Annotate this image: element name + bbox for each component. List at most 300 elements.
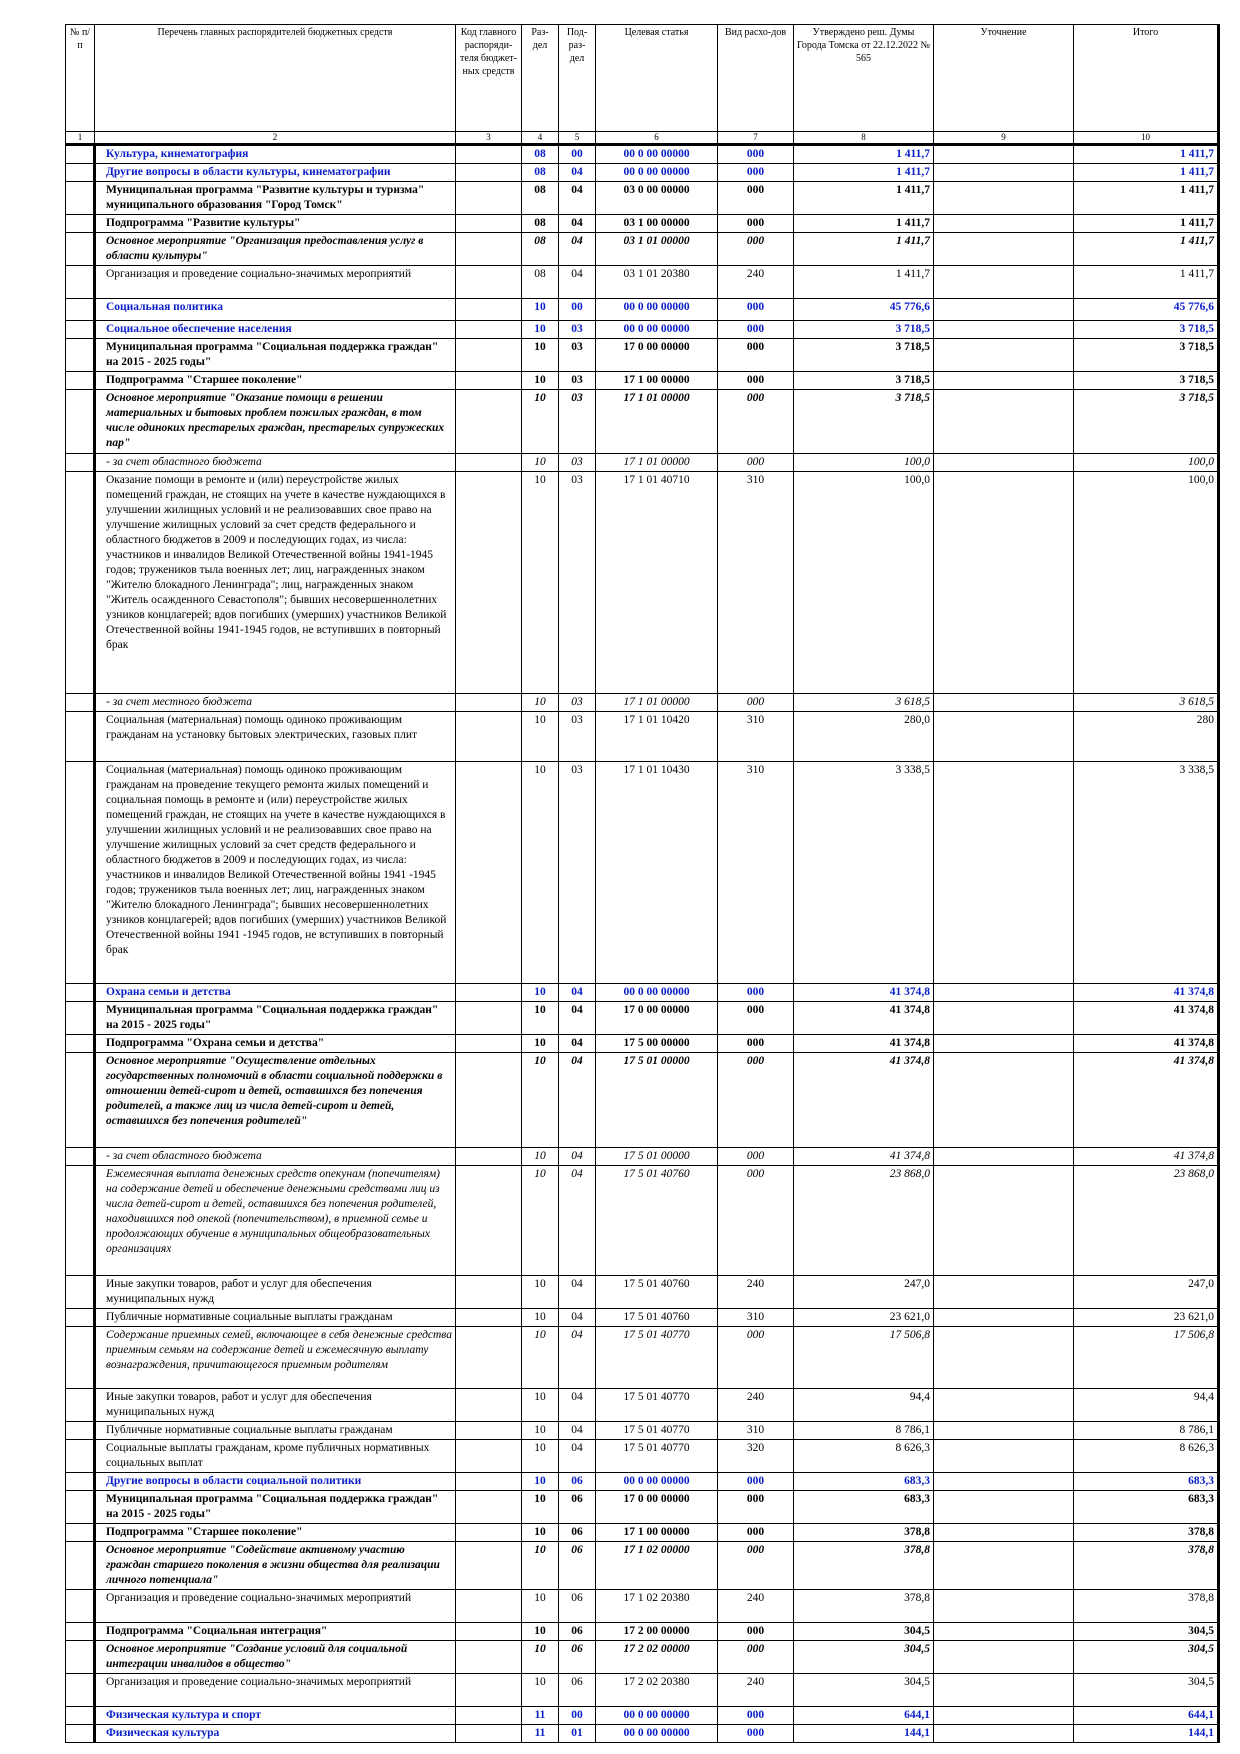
cell-num [66, 1002, 95, 1035]
cell-target: 17 5 00 00000 [596, 1035, 718, 1053]
table-row [66, 694, 1219, 712]
cell-grbs [456, 1440, 522, 1473]
cell-num [66, 1276, 95, 1309]
cell-section: 10 [522, 1422, 559, 1440]
table-row [66, 182, 1219, 215]
table-row [66, 1623, 1219, 1641]
cell-approved: 683,3 [794, 1491, 934, 1524]
cell-section: 10 [522, 1276, 559, 1309]
cell-grbs [456, 1674, 522, 1707]
cell-section: 10 [522, 1053, 559, 1148]
header-cell-section: Раз-дел [522, 25, 559, 132]
cell-name: Подпрограмма "Старшее поколение" [95, 372, 456, 390]
cell-adjustment [934, 1053, 1074, 1148]
cell-subsection: 03 [559, 454, 596, 472]
table-row [66, 1473, 1219, 1491]
cell-num [66, 339, 95, 372]
cell-name: Социальная (материальная) помощь одиноко проживающим гражданам на установку бытовых электрических, газовых плит [95, 712, 456, 762]
cell-subsection: 03 [559, 372, 596, 390]
cell-section: 10 [522, 984, 559, 1002]
cell-total: 23 868,0 [1074, 1166, 1219, 1276]
header-cell-target: Целевая статья [596, 25, 718, 132]
cell-subsection: 01 [559, 1725, 596, 1743]
cell-expense-type: 310 [718, 1422, 794, 1440]
cell-adjustment [934, 182, 1074, 215]
cell-name: Подпрограмма "Старшее поколение" [95, 1524, 456, 1542]
cell-section: 11 [522, 1725, 559, 1743]
cell-subsection: 04 [559, 1309, 596, 1327]
cell-section: 10 [522, 694, 559, 712]
cell-approved: 23 621,0 [794, 1309, 934, 1327]
cell-target: 17 5 01 40770 [596, 1422, 718, 1440]
cell-subsection: 06 [559, 1674, 596, 1707]
cell-section: 10 [522, 1542, 559, 1590]
cell-target: 00 0 00 00000 [596, 299, 718, 321]
cell-grbs [456, 1422, 522, 1440]
cell-target: 17 2 02 20380 [596, 1674, 718, 1707]
cell-approved: 304,5 [794, 1623, 934, 1641]
cell-section: 08 [522, 164, 559, 182]
cell-adjustment [934, 472, 1074, 694]
cell-grbs [456, 454, 522, 472]
cell-adjustment [934, 1276, 1074, 1309]
cell-adjustment [934, 1309, 1074, 1327]
cell-name: Оказание помощи в ремонте и (или) переустройстве жилых помещений граждан, не стоящих на учете в качестве нуждающихся в улучшении жилищных условий и не реализовавших свое право на улучшение жилищных условий за счет средств федерального и областного бюджетов в 2009 и последующих годах, из числа: участников и инвалидов Великой Отечественной войны 1941-1945 годов; тружеников тыла военных лет; лиц, награжденных знаком "Жителю блокадного Ленинграда"; лиц, награжденных знаком "Житель осажденного Севастополя"; бывших несовершеннолетних узников концлагерей; вдов погибших (умерших) участников Великой Отечественной войны 1941-1945 годов, не вступивших в повторный брак [95, 472, 456, 694]
cell-expense-type: 000 [718, 339, 794, 372]
header-cell-adjustment: Уточнение [934, 25, 1074, 132]
table-row [66, 1276, 1219, 1309]
cell-adjustment [934, 215, 1074, 233]
cell-grbs [456, 984, 522, 1002]
cell-target: 17 1 01 00000 [596, 454, 718, 472]
cell-section: 10 [522, 472, 559, 694]
cell-name: Социальная (материальная) помощь одиноко проживающим гражданам на проведение текущего ремонта жилых помещений и социальная помощь в ремонте и (или) переустройстве жилых помещений граждан, не стоящих на учете в качестве нуждающихся в улучшении жилищных условий и не реализовавших свое право на улучшение жилищных условий за счет средств федерального и областного бюджетов в 2009 и последующих годах, из числа: участников и инвалидов Великой Отечественной войны 1941 -1945 годов; тружеников тыла военных лет; лиц, награжденных знаком "Жителю блокадного Ленинграда"; бывших несовершеннолетних узников концлагерей; вдов погибших (умерших) участников Великой Отечественной войны 1941 -1945 годов, не вступивших в повторный брак [95, 762, 456, 984]
cell-grbs [456, 1641, 522, 1674]
header-cell-approved: Утверждено реш. Думы Города Томска от 22.12.2022 № 565 [794, 25, 934, 132]
cell-name: Подпрограмма "Охрана семьи и детства" [95, 1035, 456, 1053]
cell-target: 17 1 00 00000 [596, 372, 718, 390]
cell-num [66, 1725, 95, 1743]
column-number: 7 [718, 132, 794, 145]
cell-subsection: 04 [559, 1053, 596, 1148]
cell-section: 08 [522, 215, 559, 233]
column-number: 6 [596, 132, 718, 145]
cell-expense-type: 000 [718, 1542, 794, 1590]
column-number: 8 [794, 132, 934, 145]
cell-section: 08 [522, 145, 559, 164]
cell-grbs [456, 339, 522, 372]
column-number: 5 [559, 132, 596, 145]
cell-approved: 378,8 [794, 1524, 934, 1542]
cell-approved: 41 374,8 [794, 1035, 934, 1053]
table-row [66, 1327, 1219, 1389]
cell-approved: 23 868,0 [794, 1166, 934, 1276]
cell-approved: 41 374,8 [794, 1002, 934, 1035]
table-row [66, 1590, 1219, 1623]
cell-target: 00 0 00 00000 [596, 1725, 718, 1743]
cell-adjustment [934, 372, 1074, 390]
cell-adjustment [934, 1707, 1074, 1725]
cell-name: Подпрограмма "Социальная интеграция" [95, 1623, 456, 1641]
cell-num [66, 1491, 95, 1524]
table-row [66, 1641, 1219, 1674]
cell-grbs [456, 1473, 522, 1491]
cell-num [66, 1148, 95, 1166]
cell-target: 17 5 01 40770 [596, 1440, 718, 1473]
header-cell-grbs: Код главного распоряди-теля бюджет-ных средств [456, 25, 522, 132]
cell-expense-type: 000 [718, 1035, 794, 1053]
cell-subsection: 04 [559, 1276, 596, 1309]
table-row [66, 1148, 1219, 1166]
cell-num [66, 712, 95, 762]
table-row [66, 266, 1219, 299]
cell-adjustment [934, 1491, 1074, 1524]
cell-approved: 1 411,7 [794, 215, 934, 233]
cell-name: Иные закупки товаров, работ и услуг для обеспечения муниципальных нужд [95, 1276, 456, 1309]
cell-target: 17 2 02 00000 [596, 1641, 718, 1674]
cell-target: 17 1 01 40710 [596, 472, 718, 694]
cell-target: 17 1 01 10430 [596, 762, 718, 984]
cell-num [66, 1035, 95, 1053]
cell-section: 08 [522, 233, 559, 266]
cell-approved: 1 411,7 [794, 164, 934, 182]
cell-name: Муниципальная программа "Социальная поддержка граждан" на 2015 - 2025 годы" [95, 339, 456, 372]
cell-adjustment [934, 1623, 1074, 1641]
cell-total: 3 718,5 [1074, 339, 1219, 372]
cell-adjustment [934, 1473, 1074, 1491]
header-cell-expense-type: Вид расхо-дов [718, 25, 794, 132]
cell-total: 378,8 [1074, 1524, 1219, 1542]
cell-section: 10 [522, 712, 559, 762]
cell-target: 17 0 00 00000 [596, 339, 718, 372]
cell-approved: 378,8 [794, 1542, 934, 1590]
cell-approved: 144,1 [794, 1725, 934, 1743]
cell-section: 08 [522, 182, 559, 215]
column-number: 2 [95, 132, 456, 145]
cell-num [66, 1440, 95, 1473]
cell-approved: 1 411,7 [794, 182, 934, 215]
cell-subsection: 03 [559, 712, 596, 762]
cell-num [66, 266, 95, 299]
cell-grbs [456, 712, 522, 762]
cell-subsection: 03 [559, 694, 596, 712]
cell-section: 10 [522, 1035, 559, 1053]
column-number: 4 [522, 132, 559, 145]
cell-total: 683,3 [1074, 1473, 1219, 1491]
cell-num [66, 1309, 95, 1327]
cell-total: 8 786,1 [1074, 1422, 1219, 1440]
cell-name: Организация и проведение социально-значимых мероприятий [95, 266, 456, 299]
cell-target: 03 1 00 00000 [596, 215, 718, 233]
cell-total: 644,1 [1074, 1707, 1219, 1725]
cell-adjustment [934, 1725, 1074, 1743]
cell-num [66, 182, 95, 215]
cell-total: 100,0 [1074, 454, 1219, 472]
cell-num [66, 1327, 95, 1389]
cell-target: 17 1 01 00000 [596, 390, 718, 454]
cell-num [66, 164, 95, 182]
cell-grbs [456, 372, 522, 390]
cell-total: 41 374,8 [1074, 984, 1219, 1002]
cell-target: 17 1 00 00000 [596, 1524, 718, 1542]
cell-name: Организация и проведение социально-значимых мероприятий [95, 1674, 456, 1707]
cell-name: Социальные выплаты гражданам, кроме публичных нормативных социальных выплат [95, 1440, 456, 1473]
cell-target: 17 1 02 00000 [596, 1542, 718, 1590]
cell-approved: 1 411,7 [794, 233, 934, 266]
cell-grbs [456, 1389, 522, 1422]
cell-name: - за счет местного бюджета [95, 694, 456, 712]
cell-adjustment [934, 266, 1074, 299]
cell-adjustment [934, 1389, 1074, 1422]
cell-name: Основное мероприятие "Создание условий для социальной интеграции инвалидов в общество" [95, 1641, 456, 1674]
cell-expense-type: 000 [718, 1725, 794, 1743]
cell-subsection: 00 [559, 1707, 596, 1725]
cell-total: 378,8 [1074, 1542, 1219, 1590]
header-cell-name: Перечень главных распорядителей бюджетных средств [95, 25, 456, 132]
cell-grbs [456, 164, 522, 182]
cell-expense-type: 240 [718, 266, 794, 299]
cell-subsection: 06 [559, 1641, 596, 1674]
cell-adjustment [934, 1327, 1074, 1389]
cell-total: 247,0 [1074, 1276, 1219, 1309]
cell-target: 17 1 01 00000 [596, 694, 718, 712]
cell-subsection: 03 [559, 762, 596, 984]
cell-target: 17 0 00 00000 [596, 1002, 718, 1035]
cell-adjustment [934, 164, 1074, 182]
table-row [66, 1422, 1219, 1440]
table-row [66, 299, 1219, 321]
cell-expense-type: 000 [718, 1327, 794, 1389]
column-number: 9 [934, 132, 1074, 145]
cell-total: 41 374,8 [1074, 1148, 1219, 1166]
table-row [66, 1389, 1219, 1422]
cell-target: 17 5 01 00000 [596, 1148, 718, 1166]
cell-section: 08 [522, 266, 559, 299]
cell-name: Муниципальная программа "Развитие культуры и туризма" муниципального образования "Город Томск" [95, 182, 456, 215]
cell-num [66, 762, 95, 984]
cell-grbs [456, 1725, 522, 1743]
cell-expense-type: 320 [718, 1440, 794, 1473]
cell-approved: 100,0 [794, 454, 934, 472]
cell-total: 3 718,5 [1074, 321, 1219, 339]
cell-name: Основное мероприятие "Содействие активному участию граждан старшего поколения в жизни общества для реализации личного потенциала" [95, 1542, 456, 1590]
cell-expense-type: 240 [718, 1590, 794, 1623]
cell-subsection: 06 [559, 1623, 596, 1641]
cell-adjustment [934, 339, 1074, 372]
table-row [66, 1491, 1219, 1524]
cell-expense-type: 000 [718, 1473, 794, 1491]
cell-num [66, 390, 95, 454]
cell-subsection: 04 [559, 1422, 596, 1440]
table-row [66, 372, 1219, 390]
cell-num [66, 984, 95, 1002]
cell-approved: 8 786,1 [794, 1422, 934, 1440]
cell-grbs [456, 233, 522, 266]
cell-name: Физическая культура и спорт [95, 1707, 456, 1725]
cell-num [66, 694, 95, 712]
cell-subsection: 04 [559, 1389, 596, 1422]
cell-section: 10 [522, 1002, 559, 1035]
cell-grbs [456, 762, 522, 984]
cell-total: 41 374,8 [1074, 1002, 1219, 1035]
cell-name: Основное мероприятие "Оказание помощи в решении материальных и бытовых проблем пожилых граждан, в том числе одиноких престарелых граждан, престарелых супружеских пар" [95, 390, 456, 454]
cell-adjustment [934, 1002, 1074, 1035]
cell-section: 10 [522, 339, 559, 372]
cell-grbs [456, 1053, 522, 1148]
cell-section: 10 [522, 1524, 559, 1542]
cell-grbs [456, 472, 522, 694]
cell-total: 41 374,8 [1074, 1053, 1219, 1148]
cell-target: 00 0 00 00000 [596, 145, 718, 164]
table-row [66, 1053, 1219, 1148]
cell-name: Муниципальная программа "Социальная поддержка граждан" на 2015 - 2025 годы" [95, 1491, 456, 1524]
cell-num [66, 1641, 95, 1674]
budget-table [65, 24, 1220, 1743]
cell-total: 3 718,5 [1074, 390, 1219, 454]
cell-approved: 45 776,6 [794, 299, 934, 321]
cell-name: Социальная политика [95, 299, 456, 321]
cell-section: 10 [522, 321, 559, 339]
column-number-row [66, 132, 1219, 145]
cell-num [66, 233, 95, 266]
cell-section: 10 [522, 1309, 559, 1327]
table-row [66, 1440, 1219, 1473]
cell-adjustment [934, 454, 1074, 472]
cell-subsection: 03 [559, 321, 596, 339]
cell-total: 94,4 [1074, 1389, 1219, 1422]
cell-adjustment [934, 321, 1074, 339]
table-row [66, 339, 1219, 372]
cell-section: 10 [522, 372, 559, 390]
cell-grbs [456, 1148, 522, 1166]
cell-subsection: 06 [559, 1542, 596, 1590]
cell-target: 17 1 01 10420 [596, 712, 718, 762]
cell-target: 17 2 00 00000 [596, 1623, 718, 1641]
table-row [66, 762, 1219, 984]
column-number: 10 [1074, 132, 1219, 145]
cell-subsection: 04 [559, 215, 596, 233]
cell-target: 17 0 00 00000 [596, 1491, 718, 1524]
cell-expense-type: 000 [718, 372, 794, 390]
cell-total: 17 506,8 [1074, 1327, 1219, 1389]
cell-approved: 41 374,8 [794, 1148, 934, 1166]
cell-total: 1 411,7 [1074, 215, 1219, 233]
cell-section: 10 [522, 299, 559, 321]
cell-target: 17 5 01 40760 [596, 1166, 718, 1276]
cell-name: Другие вопросы в области социальной политики [95, 1473, 456, 1491]
cell-approved: 3 718,5 [794, 390, 934, 454]
table-row [66, 1166, 1219, 1276]
cell-expense-type: 000 [718, 1053, 794, 1148]
cell-adjustment [934, 145, 1074, 164]
cell-expense-type: 310 [718, 1309, 794, 1327]
cell-num [66, 1542, 95, 1590]
cell-grbs [456, 215, 522, 233]
cell-num [66, 472, 95, 694]
cell-adjustment [934, 299, 1074, 321]
cell-grbs [456, 1309, 522, 1327]
cell-grbs [456, 1590, 522, 1623]
cell-expense-type: 000 [718, 984, 794, 1002]
cell-expense-type: 000 [718, 321, 794, 339]
cell-adjustment [934, 1148, 1074, 1166]
cell-name: Охрана семьи и детства [95, 984, 456, 1002]
cell-adjustment [934, 1166, 1074, 1276]
cell-total: 304,5 [1074, 1641, 1219, 1674]
cell-total: 8 626,3 [1074, 1440, 1219, 1473]
cell-grbs [456, 1491, 522, 1524]
cell-total: 378,8 [1074, 1590, 1219, 1623]
cell-num [66, 1623, 95, 1641]
cell-total: 1 411,7 [1074, 233, 1219, 266]
cell-approved: 3 338,5 [794, 762, 934, 984]
cell-total: 23 621,0 [1074, 1309, 1219, 1327]
table-row [66, 1524, 1219, 1542]
cell-expense-type: 000 [718, 1524, 794, 1542]
table-row [66, 1542, 1219, 1590]
cell-total: 304,5 [1074, 1674, 1219, 1707]
cell-adjustment [934, 984, 1074, 1002]
cell-adjustment [934, 1674, 1074, 1707]
cell-section: 10 [522, 1389, 559, 1422]
cell-subsection: 00 [559, 145, 596, 164]
table-row [66, 1725, 1219, 1743]
cell-name: - за счет областного бюджета [95, 454, 456, 472]
column-number: 3 [456, 132, 522, 145]
cell-name: Публичные нормативные социальные выплаты гражданам [95, 1309, 456, 1327]
column-number: 1 [66, 132, 95, 145]
cell-target: 17 1 02 20380 [596, 1590, 718, 1623]
cell-num [66, 1590, 95, 1623]
cell-adjustment [934, 1641, 1074, 1674]
cell-section: 10 [522, 1641, 559, 1674]
cell-num [66, 1707, 95, 1725]
cell-subsection: 06 [559, 1524, 596, 1542]
header-cell-num: № п/п [66, 25, 95, 132]
cell-name: Организация и проведение социально-значимых мероприятий [95, 1590, 456, 1623]
table-row [66, 390, 1219, 454]
cell-approved: 378,8 [794, 1590, 934, 1623]
cell-approved: 100,0 [794, 472, 934, 694]
cell-subsection: 04 [559, 233, 596, 266]
cell-target: 03 1 01 00000 [596, 233, 718, 266]
cell-grbs [456, 1002, 522, 1035]
cell-target: 17 5 01 00000 [596, 1053, 718, 1148]
cell-grbs [456, 1707, 522, 1725]
cell-approved: 41 374,8 [794, 1053, 934, 1148]
cell-num [66, 215, 95, 233]
cell-subsection: 00 [559, 299, 596, 321]
cell-approved: 304,5 [794, 1641, 934, 1674]
cell-approved: 280,0 [794, 712, 934, 762]
cell-grbs [456, 299, 522, 321]
cell-grbs [456, 1542, 522, 1590]
cell-expense-type: 000 [718, 1491, 794, 1524]
cell-section: 10 [522, 1623, 559, 1641]
cell-subsection: 04 [559, 266, 596, 299]
cell-name: Муниципальная программа "Социальная поддержка граждан" на 2015 - 2025 годы" [95, 1002, 456, 1035]
cell-num [66, 372, 95, 390]
cell-section: 10 [522, 1590, 559, 1623]
cell-approved: 8 626,3 [794, 1440, 934, 1473]
cell-adjustment [934, 233, 1074, 266]
cell-num [66, 1389, 95, 1422]
cell-approved: 3 718,5 [794, 321, 934, 339]
cell-section: 10 [522, 390, 559, 454]
cell-subsection: 03 [559, 390, 596, 454]
header-cell-subsection: Под-раз-дел [559, 25, 596, 132]
cell-expense-type: 000 [718, 182, 794, 215]
